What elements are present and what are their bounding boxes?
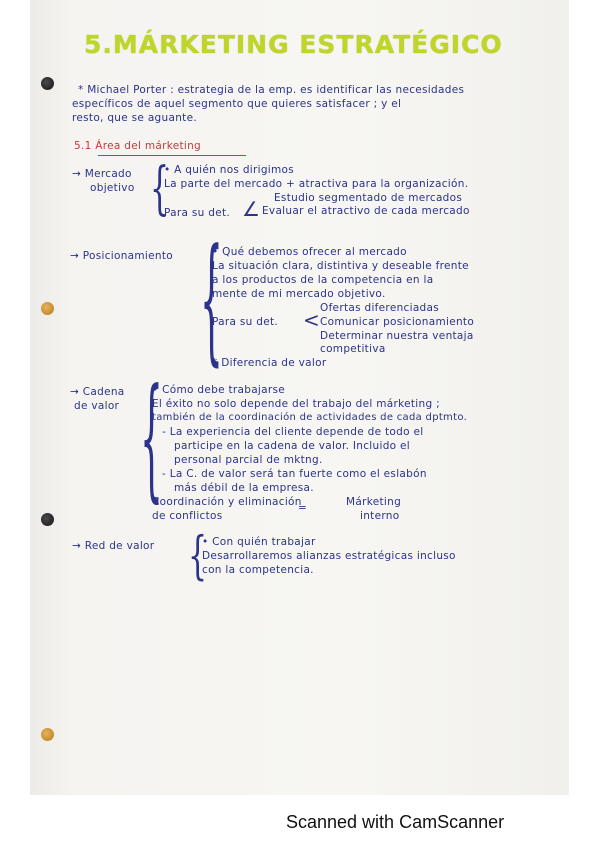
brace-icon: { — [150, 156, 170, 223]
intro-line: específicos de aquel segmento que quieres satisfacer ; y el — [72, 98, 402, 110]
page-title: 5.MÁRKETING ESTRATÉGICO — [84, 30, 503, 59]
note-line: * Diferencia de valor — [212, 357, 327, 369]
equals-sign: = — [298, 502, 308, 514]
note-line: La parte del mercado + atractiva para la organización. — [164, 178, 469, 190]
note-line: personal parcial de mktng. — [174, 454, 323, 466]
note-line: - La C. de valor será tan fuerte como el eslabón — [162, 468, 427, 480]
note-line: participe en la cadena de valor. Incluido el — [174, 440, 411, 452]
note-line: mente de mi mercado objetivo. — [212, 288, 386, 300]
scanner-watermark: Scanned with CamScanner — [286, 812, 505, 832]
note-line: más débil de la empresa. — [174, 482, 314, 494]
topic-label-cadena: de valor — [74, 400, 120, 412]
note-line: La situación clara, distintiva y deseable frente — [212, 260, 469, 272]
note-line: • A quién nos dirigimos — [164, 164, 295, 176]
note-line: - La experiencia del cliente depende de todo el — [162, 426, 424, 438]
topic-label-mercado: → Mercado — [72, 168, 132, 180]
note-line: Coordinación y eliminación — [152, 496, 302, 508]
intro-line: * Michael Porter : estrategia de la emp. es identificar las necesidades — [78, 84, 465, 96]
binder-hole-icon — [41, 302, 54, 315]
note-line: Ofertas diferenciadas — [320, 302, 440, 314]
binder-hole-icon — [41, 513, 54, 526]
note-line: El éxito no solo depende del trabajo del márketing ; — [152, 398, 440, 410]
note-line: Márketing — [346, 496, 402, 508]
brace-icon: { — [140, 364, 163, 517]
angle-bracket-icon: < — [303, 308, 321, 332]
notebook-page — [30, 0, 569, 795]
topic-label-posicionamiento: → Posicionamiento — [70, 250, 174, 262]
note-line: también de la coordinación de actividades de cada dptmto. — [152, 412, 468, 423]
note-line: de conflictos — [152, 510, 223, 522]
angle-bracket-icon: ∠ — [242, 197, 261, 221]
note-line: Estudio segmentado de mercados — [274, 192, 463, 204]
note-line: Para su det. — [212, 316, 279, 328]
brace-icon: { — [188, 526, 208, 587]
note-line: Desarrollaremos alianzas estratégicas incluso — [202, 550, 456, 562]
note-line: interno — [360, 510, 400, 522]
note-line: • Qué debemos ofrecer al mercado — [212, 246, 407, 258]
intro-line: resto, que se aguante. — [72, 112, 197, 124]
note-line: • Con quién trabajar — [202, 536, 316, 548]
binder-hole-icon — [41, 77, 54, 90]
topic-label-red: → Red de valor — [72, 540, 155, 552]
note-line: con la competencia. — [202, 564, 314, 576]
note-line: Comunicar posicionamiento — [320, 316, 475, 328]
note-line: Evaluar el atractivo de cada mercado — [262, 205, 470, 217]
brace-icon: { — [200, 224, 223, 381]
section-heading: 5.1 Área del márketing — [74, 140, 202, 152]
note-line: • Cómo debe trabajarse — [152, 384, 286, 396]
heading-underline — [98, 155, 246, 156]
binder-hole-icon — [41, 728, 54, 741]
topic-label-mercado: objetivo — [90, 182, 135, 194]
topic-label-cadena: → Cadena — [70, 386, 125, 398]
note-line: a los productos de la competencia en la — [212, 274, 434, 286]
note-line: Para su det. — [164, 207, 231, 219]
note-line: competitiva — [320, 343, 386, 355]
note-line: Determinar nuestra ventaja — [320, 330, 474, 342]
